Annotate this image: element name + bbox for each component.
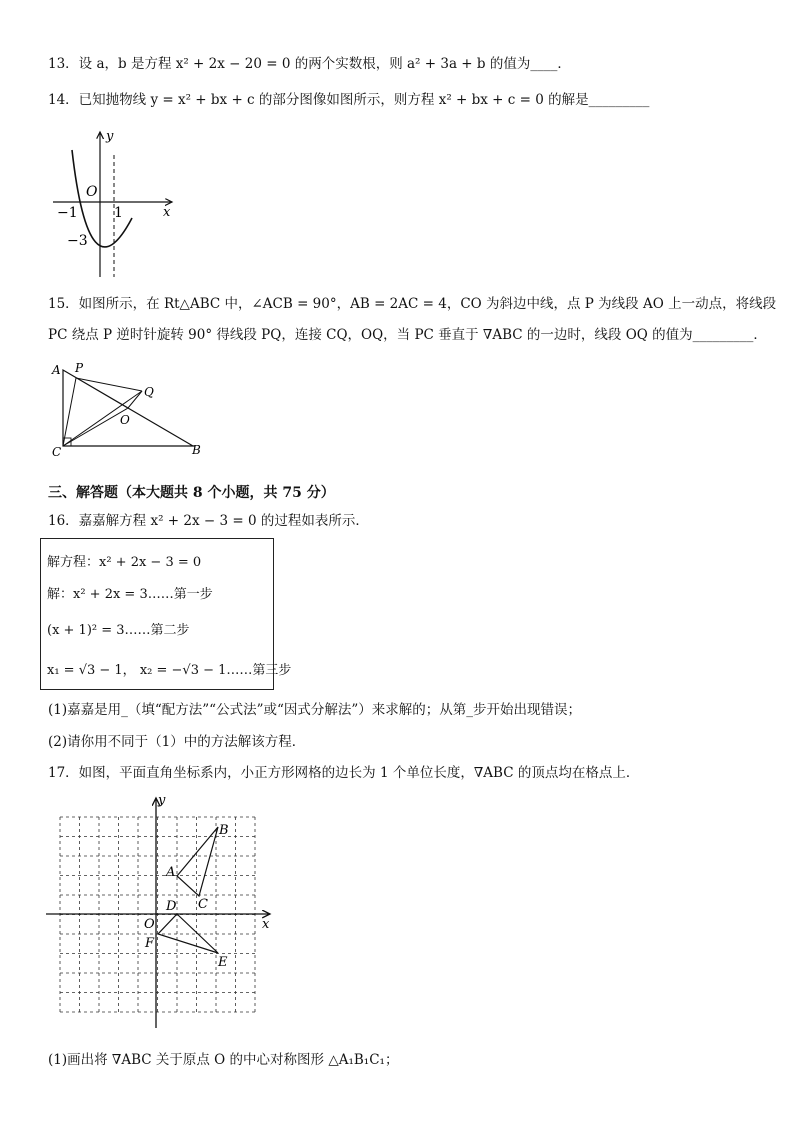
q16-intro: 16．嘉嘉解方程 x² + 2x − 3 = 0 的过程如表所示． xyxy=(48,513,369,529)
svg-text:B: B xyxy=(219,823,229,838)
svg-text:O: O xyxy=(144,917,155,932)
q13: 13．设 a，b 是方程 x² + 2x − 20 = 0 的两个实数根，则 a² + 3a + b 的值为____． xyxy=(48,56,571,72)
triangle-DEF xyxy=(158,914,218,953)
q14: 14．已知抛物线 y = x² + bx + c 的部分图像如图所示，则方程 x² + bx + c = 0 的解是_________ xyxy=(48,92,650,108)
segment-PC xyxy=(63,378,76,446)
q14-parabola-figure xyxy=(48,120,188,282)
y-label: y xyxy=(106,129,114,144)
q15-line2: PC 绕点 P 逆时针旋转 90° 得线段 PQ，连接 CQ，OQ，当 PC 垂直于 ∇ABC 的一边时，线段 OQ 的值为_________． xyxy=(48,327,767,343)
x-label: x xyxy=(163,205,171,220)
neg1-label: −1 xyxy=(57,205,78,221)
svg-text:C: C xyxy=(52,445,62,459)
svg-text:A: A xyxy=(166,865,176,880)
q16-part1: (1)嘉嘉是用_（填“配方法”“公式法”或“因式分解法”）来求解的；从第_步开始出现错误； xyxy=(48,702,582,718)
segment-PQ xyxy=(76,378,142,391)
q17-intro: 17．如图，平面直角坐标系内，小正方形网格的边长为 1 个单位长度，∇ABC 的顶点均在格点上． xyxy=(48,765,640,781)
box-row-4: x₁ = √3 − 1， x₂ = −√3 − 1……第三步 xyxy=(47,663,292,678)
svg-text:x: x xyxy=(262,917,270,932)
section3-heading: 三、解答题（本大题共 8 个小题，共 75 分） xyxy=(48,485,335,501)
q17-part1: (1)画出将 ∇ABC 关于原点 O 的中心对称图形 △A₁B₁C₁； xyxy=(48,1052,399,1068)
q15-triangle-figure xyxy=(48,358,218,462)
box-row-1: 解方程：x² + 2x − 3 = 0 xyxy=(47,555,202,570)
svg-text:B: B xyxy=(192,443,201,457)
svg-text:E: E xyxy=(218,955,228,970)
box-row-2: 解：x² + 2x = 3……第一步 xyxy=(47,587,213,602)
svg-text:D: D xyxy=(166,899,177,914)
svg-text:A: A xyxy=(52,363,61,377)
svg-text:y: y xyxy=(158,793,166,808)
one-label: 1 xyxy=(114,205,123,221)
svg-text:O: O xyxy=(120,413,130,427)
segment-CQ xyxy=(63,391,142,446)
svg-text:C: C xyxy=(198,897,208,912)
q16-solution-box xyxy=(40,538,292,690)
q17-grid-figure xyxy=(44,792,284,1032)
svg-text:Q: Q xyxy=(144,385,154,399)
box-row-3: (x + 1)² = 3……第二步 xyxy=(47,623,190,638)
q16-part2: (2)请你用不同于（1）中的方法解该方程． xyxy=(48,734,306,750)
svg-text:P: P xyxy=(75,361,84,375)
origin-label: O xyxy=(86,184,98,200)
triangle-ABC xyxy=(177,827,218,896)
segment-CO xyxy=(63,408,128,446)
svg-text:F: F xyxy=(145,936,155,951)
q15-line1: 15．如图所示，在 Rt△ABC 中，∠ACB = 90°，AB = 2AC = 4，CO 为斜边中线，点 P 为线段 AO 上一动点，将线段 xyxy=(48,296,777,312)
neg3-label: −3 xyxy=(67,233,88,249)
